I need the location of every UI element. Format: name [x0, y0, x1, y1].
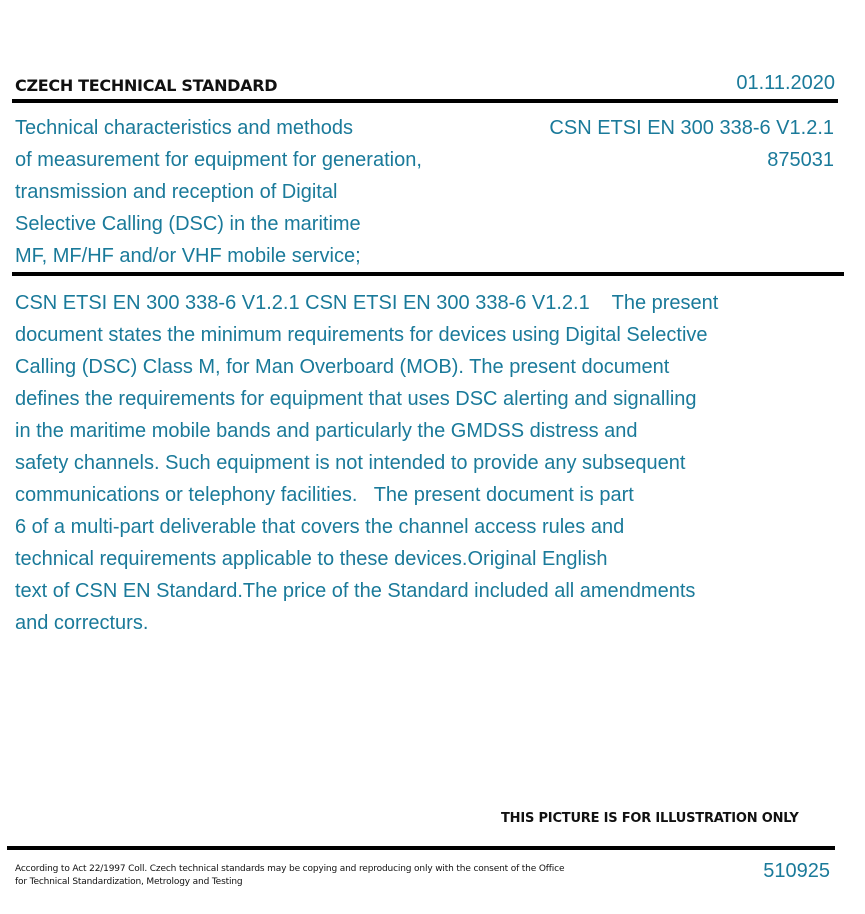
- catalog-number: 875031: [767, 149, 834, 171]
- standard-title: [15, 112, 485, 272]
- standard-type-label: CZECH TECHNICAL STANDARD: [15, 76, 278, 95]
- description-line: safety channels. Such equipment is not intended to provide any subsequent: [15, 452, 686, 474]
- legal-line: According to Act 22/1997 Coll. Czech technical standards may be copying and reproducing only with the consent of the Office: [15, 864, 565, 874]
- footer-code: 510925: [763, 860, 830, 882]
- description-line: document states the minimum requirements for devices using Digital Selective: [15, 324, 708, 346]
- title-line: of measurement for equipment for generation,: [15, 149, 422, 171]
- title-line: Technical characteristics and methods: [15, 117, 353, 139]
- description-line: defines the requirements for equipment that uses DSC alerting and signalling: [15, 388, 697, 410]
- header-divider: [12, 99, 838, 103]
- title-line: Selective Calling (DSC) in the maritime: [15, 213, 361, 235]
- description-line: CSN ETSI EN 300 338-6 V1.2.1 CSN ETSI EN 300 338-6 V1.2.1 The present: [15, 292, 719, 314]
- description-line: text of CSN EN Standard.The price of the Standard included all amendments: [15, 580, 696, 602]
- title-line: transmission and reception of Digital: [15, 181, 338, 203]
- standard-number: CSN ETSI EN 300 338-6 V1.2.1: [549, 117, 834, 139]
- description-line: and correcturs.: [15, 612, 149, 634]
- description-line: communications or telephony facilities. The present document is part: [15, 484, 634, 506]
- title-divider: [12, 272, 844, 276]
- publication-date: 01.11.2020: [736, 72, 835, 94]
- standard-description: [15, 287, 815, 639]
- description-line: technical requirements applicable to these devices.Original English: [15, 548, 608, 570]
- description-line: 6 of a multi-part deliverable that covers the channel access rules and: [15, 516, 625, 538]
- illustration-note: THIS PICTURE IS FOR ILLUSTRATION ONLY: [501, 811, 799, 826]
- legal-line: for Technical Standardization, Metrology and Testing: [15, 877, 243, 887]
- footer-divider: [7, 846, 835, 850]
- description-line: Calling (DSC) Class M, for Man Overboard (MOB). The present document: [15, 356, 670, 378]
- title-line: MF, MF/HF and/or VHF mobile service;: [15, 245, 361, 267]
- legal-notice: [15, 863, 615, 889]
- description-line: in the maritime mobile bands and particularly the GMDSS distress and: [15, 420, 638, 442]
- standard-codes: [549, 112, 834, 176]
